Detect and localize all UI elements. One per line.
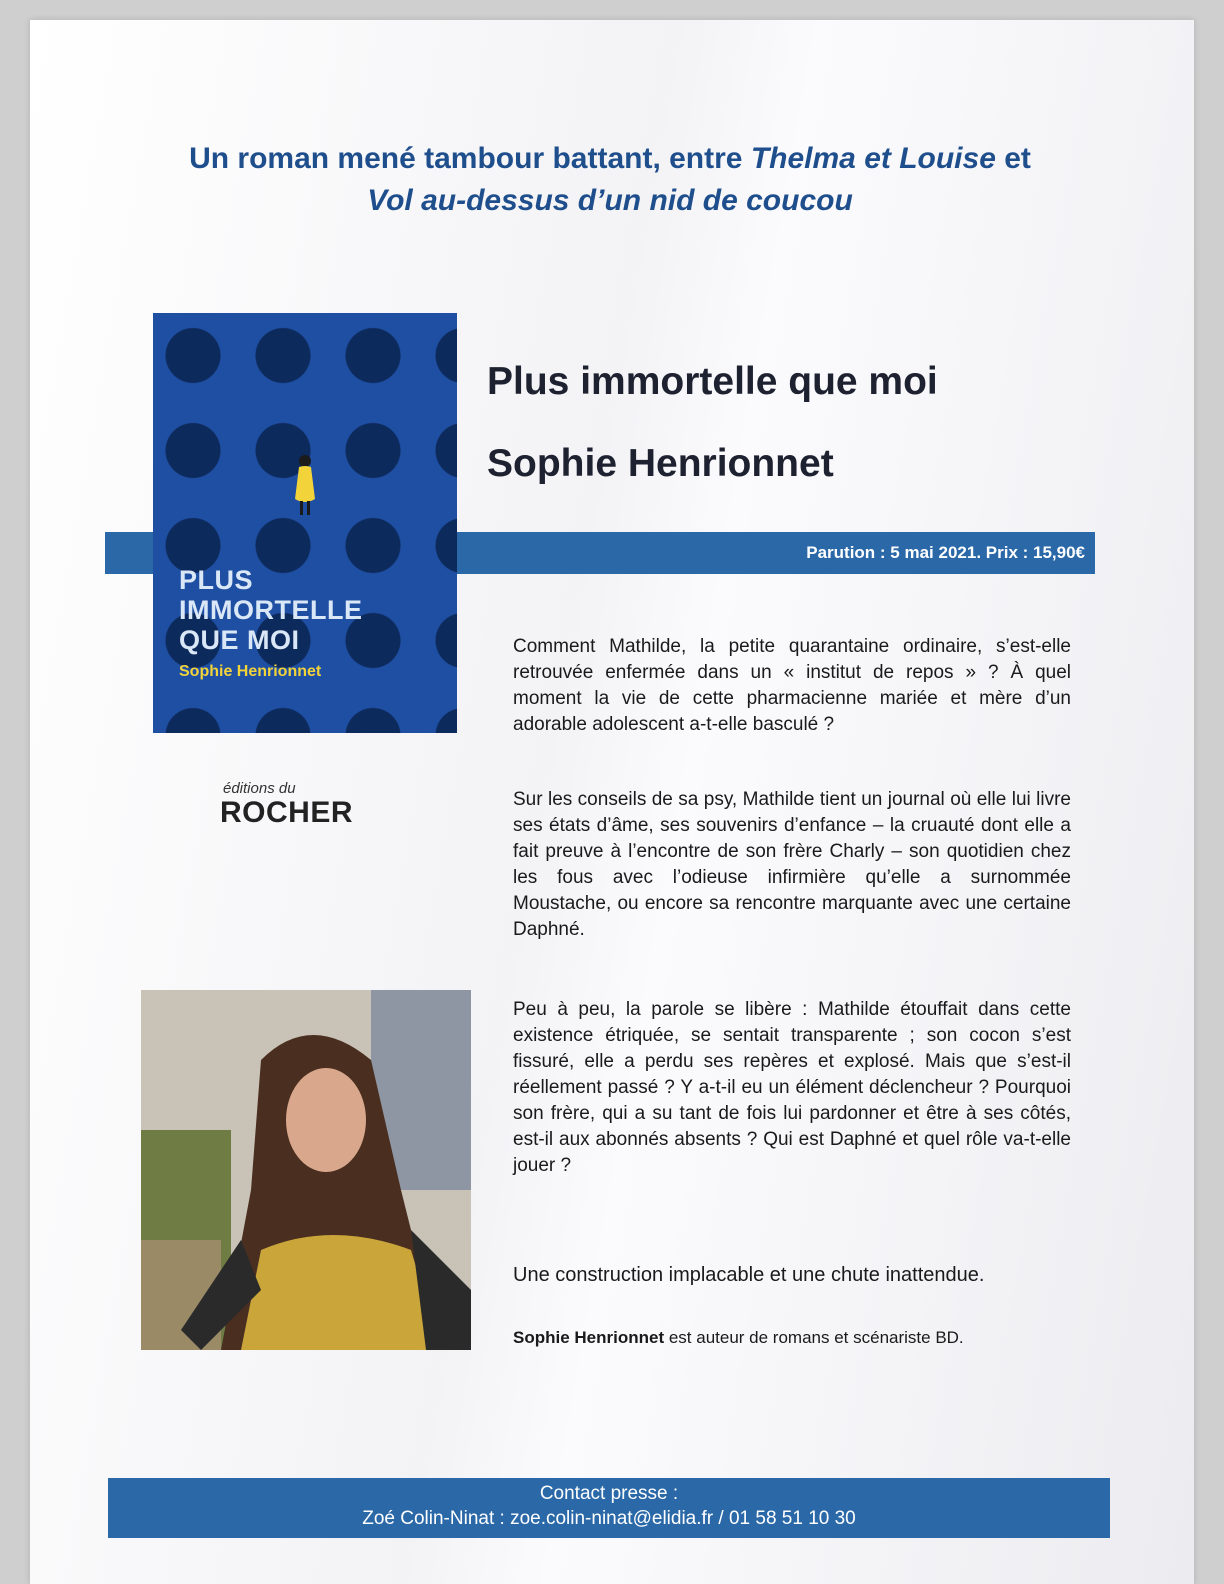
- tagline-conjunction: et: [995, 142, 1031, 175]
- publisher-name: ROCHER: [220, 796, 354, 829]
- author-bio-name: Sophie Henrionnet: [513, 1328, 665, 1347]
- book-author: Sophie Henrionnet: [487, 442, 834, 485]
- publisher-logo: [220, 780, 380, 829]
- tagline-text: Un roman mené tambour battant, entre: [189, 142, 751, 175]
- cover-title-line: QUE MOI: [179, 625, 300, 655]
- author-photo: [141, 990, 471, 1350]
- tagline-film-2: Vol au-dessus d’un nid de coucou: [367, 184, 853, 217]
- book-title: Plus immortelle que moi: [487, 360, 938, 403]
- synopsis-paragraph-3: Peu à peu, la parole se libère : Mathilde étouffait dans cette existence étriquée, se sentait transparente ; son cocon s’est fissuré, elle a perdu ses repères et explosé. Mais que s’est-il réellement passé ? Y a-t-il eu un élément déclencheur ? Pourquoi son frère, qui a su tant de fois lui pardonner et être à ses côtés, est-il aux abonnés absents ? Qui est Daphné et quel rôle va-t-elle jouer ?: [513, 999, 1071, 1176]
- woman-silhouette-icon: [285, 453, 325, 523]
- tagline-film-1: Thelma et Louise: [750, 142, 996, 175]
- synopsis-paragraph-2: Sur les conseils de sa psy, Mathilde tient un journal où elle lui livre ses états d’âme, ses souvenirs d’enfance – la cruauté dont elle a fait preuve à l’encontre de son frère Charly – son quotidien chez les fous avec l’odieuse infirmière qu’elle a surnommée Moustache, ou encore sa rencontre marquante avec une certaine Daphné.: [513, 789, 1071, 940]
- tagline: [120, 138, 1100, 222]
- author-bio: [513, 1325, 1071, 1351]
- press-contact-band: [108, 1478, 1110, 1538]
- synopsis-paragraph-1: Comment Mathilde, la petite quarantaine ordinaire, s’est-elle retrouvée enfermée dans un « institut de repos » ? À quel moment la vie de cette pharmacienne mariée et mère d’un adorable adolescent a-t-elle basculé ?: [513, 636, 1071, 735]
- tagline-conclusion: Une construction implacable et une chute inattendue.: [513, 1264, 985, 1286]
- cover-author: Sophie Henrionnet: [179, 663, 322, 680]
- book-cover: [153, 313, 457, 733]
- cover-title-line: PLUS: [179, 565, 254, 595]
- author-bio-text: est auteur de romans et scénariste BD.: [664, 1328, 964, 1347]
- contact-heading: Contact presse :: [539, 1483, 679, 1504]
- contact-details: Zoé Colin-Ninat : zoe.colin-ninat@elidia.fr / 01 58 51 10 30: [362, 1508, 856, 1529]
- publisher-small: éditions du: [223, 780, 296, 797]
- cover-title-line: IMMORTELLE: [179, 595, 363, 625]
- cover-title: [179, 565, 362, 655]
- release-info: Parution : 5 mai 2021. Prix : 15,90€: [806, 543, 1085, 562]
